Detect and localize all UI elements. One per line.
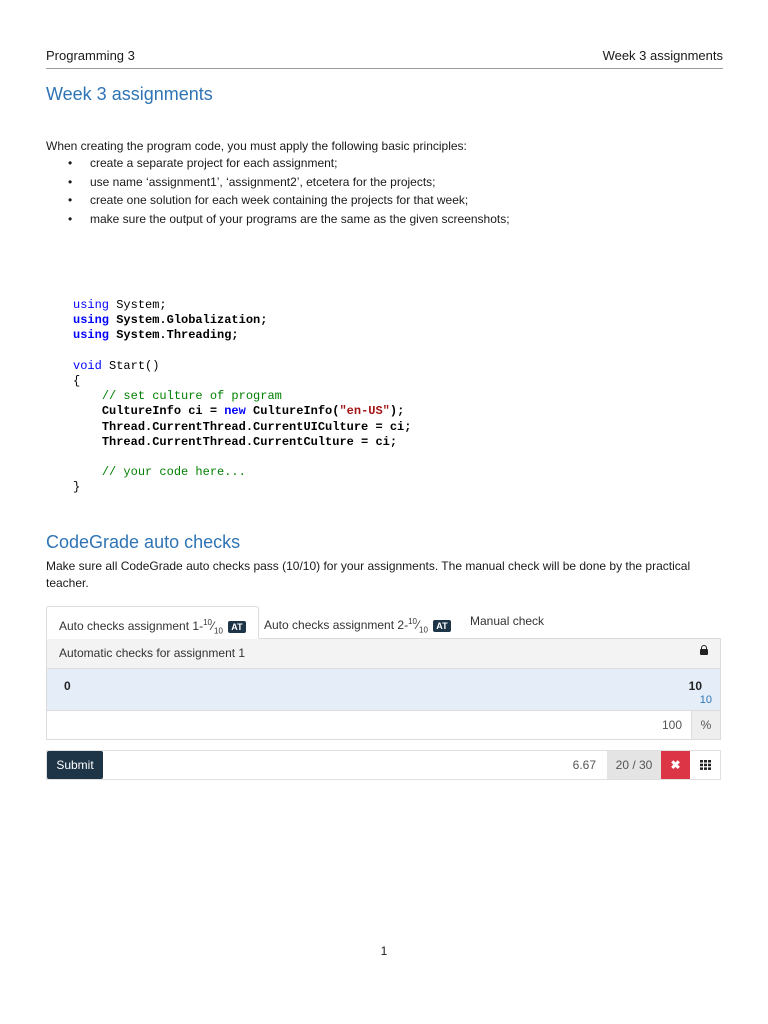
code-text: CultureInfo(: [245, 404, 340, 419]
principles-list: [46, 154, 510, 228]
panel-title-text: Automatic checks for assignment 1: [59, 646, 246, 660]
code-keyword: using: [73, 328, 110, 343]
code-keyword: using: [73, 298, 110, 312]
submit-button[interactable]: Submit: [47, 751, 103, 779]
submit-bar: [46, 750, 721, 780]
code-text: System;: [109, 298, 167, 312]
slider-max: 10: [688, 679, 702, 693]
tab-score-num: 10: [408, 617, 417, 626]
at-badge: AT: [228, 621, 245, 633]
code-comment: // set culture of program: [101, 389, 282, 404]
code-text: CultureInfo ci =: [101, 404, 225, 419]
code-text: System.Globalization;: [109, 313, 268, 328]
grade-fraction: 20 / 30: [607, 751, 661, 779]
clear-grade-button[interactable]: [661, 751, 690, 779]
list-item: • create a separate project for each assignment;: [46, 154, 510, 173]
code-text: }: [73, 480, 81, 495]
header-rule: [46, 68, 723, 69]
close-icon: ✖: [670, 758, 681, 772]
tab-label: Auto checks assignment 2-: [264, 618, 409, 632]
section-title: CodeGrade auto checks: [46, 532, 241, 552]
code-text: System.Threading;: [109, 328, 239, 343]
code-text: Thread.CurrentThread.CurrentCulture = ci;: [101, 434, 398, 449]
checks-panel: [46, 639, 721, 740]
tab-auto-checks-1[interactable]: Auto checks assignment $1-^{10}⁄_{10}$ AT: [46, 606, 259, 639]
grid-icon: [700, 760, 711, 770]
header-week: Week 3 assignments: [602, 48, 723, 63]
intro-text: When creating the program code, you must apply the following basic principles:: [46, 139, 467, 153]
list-item: • make sure the output of your programs are the same as the given screenshots;: [46, 210, 510, 229]
list-item: • create one solution for each week containing the projects for that week;: [46, 191, 510, 210]
tab-score-den: 10: [419, 625, 428, 635]
slider-value: 10: [699, 694, 712, 706]
code-keyword: void: [73, 358, 102, 373]
tab-score-num: 10: [203, 618, 212, 627]
page-header: [46, 48, 723, 68]
list-item: • use name ‘assignment1’, ‘assignment2’, etcetera for the projects;: [46, 173, 510, 192]
code-string: "en-US": [339, 404, 390, 419]
tab-label: Auto checks assignment 1-: [59, 619, 204, 633]
percentage-field: [47, 711, 720, 739]
tab-label: Manual check: [470, 614, 545, 628]
tab-bar: [46, 606, 721, 639]
code-block: [73, 298, 411, 496]
page-number: 1: [380, 944, 388, 958]
tab-auto-checks-2[interactable]: Auto checks assignment $2-^{10}⁄_{10}$ AT: [252, 606, 463, 637]
at-badge: AT: [433, 620, 450, 632]
code-text: Start(): [101, 358, 160, 373]
grade-value: 6.67: [572, 758, 596, 772]
score-slider[interactable]: [47, 669, 720, 711]
code-keyword: new: [224, 404, 246, 419]
code-text: Thread.CurrentThread.CurrentUICulture = ci;: [101, 419, 412, 434]
percentage-input[interactable]: 100: [661, 718, 682, 732]
page-title: Week 3 assignments: [46, 84, 213, 104]
code-text: );: [389, 404, 405, 419]
code-text: {: [73, 374, 81, 389]
tab-score-den: 10: [214, 626, 223, 636]
percentage-unit: %: [691, 711, 720, 739]
code-comment: // your code here...: [101, 465, 246, 480]
lock-icon: [700, 649, 708, 655]
rubric-button[interactable]: [690, 751, 720, 779]
header-course: Programming 3: [46, 48, 135, 63]
section-text: Make sure all CodeGrade auto checks pass (10/10) for your assignments. The manual check will be done by the practical teacher.: [46, 559, 691, 590]
panel-title: [47, 639, 720, 669]
codegrade-widget: [46, 606, 721, 740]
tab-manual-check[interactable]: [458, 606, 556, 637]
code-keyword: using: [73, 313, 110, 328]
slider-min: 0: [64, 679, 71, 693]
